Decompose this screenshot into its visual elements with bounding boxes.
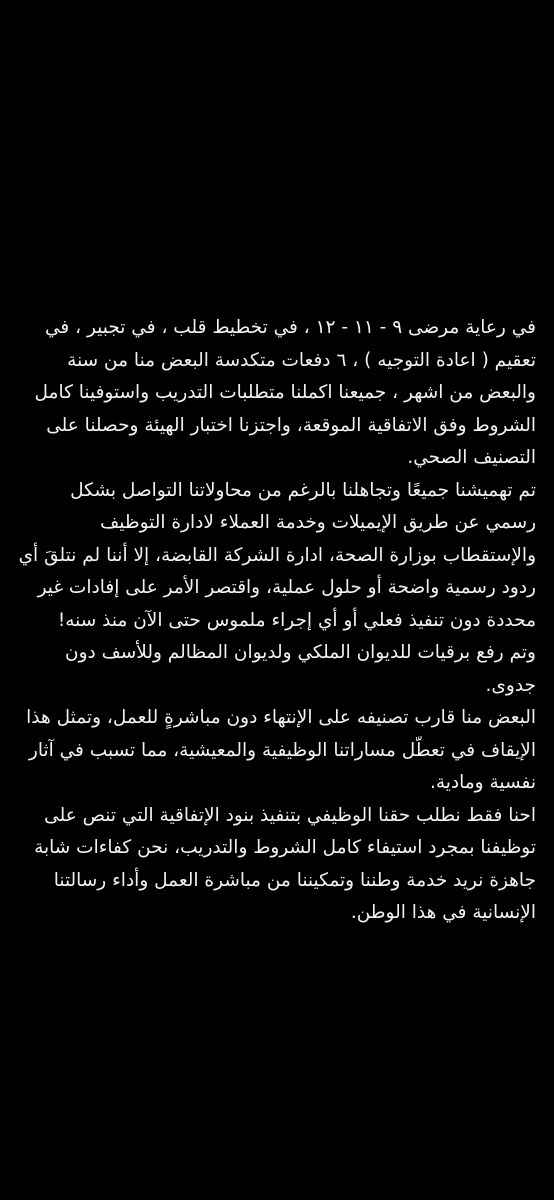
- note-paragraph-1: في رعاية مرضى ٩ - ١١ - ١٢ ، في تخطيط قلب ، في تجبير ، في تعقيم ( اعادة التوجيه ) ، ٦ دفعات متكدسة البعض منا من سنة والبعض من اشهر ، جميعنا اكملنا متطلبات التدريب واستوفينا كامل الشروط وفق الاتفاقية الموقعة، واجتزنا اختبار الهيئة وحصلنا على التصنيف الصحي.: [34, 317, 536, 468]
- note-paragraph-4: البعض منا قارب تصنيفه على الإنتهاء دون مباشرةٍ للعمل، وتمثل هذا الإيقاف في تعطّل مساراتنا الوظيفية والمعيشية، مما تسبب في آثار نفسية ومادية.: [26, 707, 536, 793]
- note-paragraph-2: تم تهميشنا جميعًا وتجاهلنا بالرغم من محاولاتنا التواصل بشكل رسمي عن طريق الإيميلات وخدمة العملاء لادارة التوظيف والإستقطاب بوزارة الصحة، ادارة الشركة القابضة، إلا أننا لم نتلقَ أي ردود رسمية واضحة أو حلول عملية، واقتصر الأمر على إفادات غير محددة دون تنفيذ فعلي أو أي إجراء ملموس حتى الآن منذ سنه!: [18, 479, 536, 631]
- note-paragraph-3: وتم رفع برقيات للديوان الملكي ولديوان المظالم وللأسف دون جدوى.: [64, 642, 536, 696]
- note-paragraph-5: احنا فقط نطلب حقنا الوظيفي بتنفيذ بنود الإتفاقية التي تنص على توظيفنا بمجرد استيفاء كامل الشروط والتدريب، نحن كفاءات شابة جاهزة نريد خدمة وطننا وتمكيننا من مباشرة العمل وأداء رسالتنا الإنسانية في هذا الوطن.: [34, 804, 536, 923]
- note-text-body: [18, 312, 536, 930]
